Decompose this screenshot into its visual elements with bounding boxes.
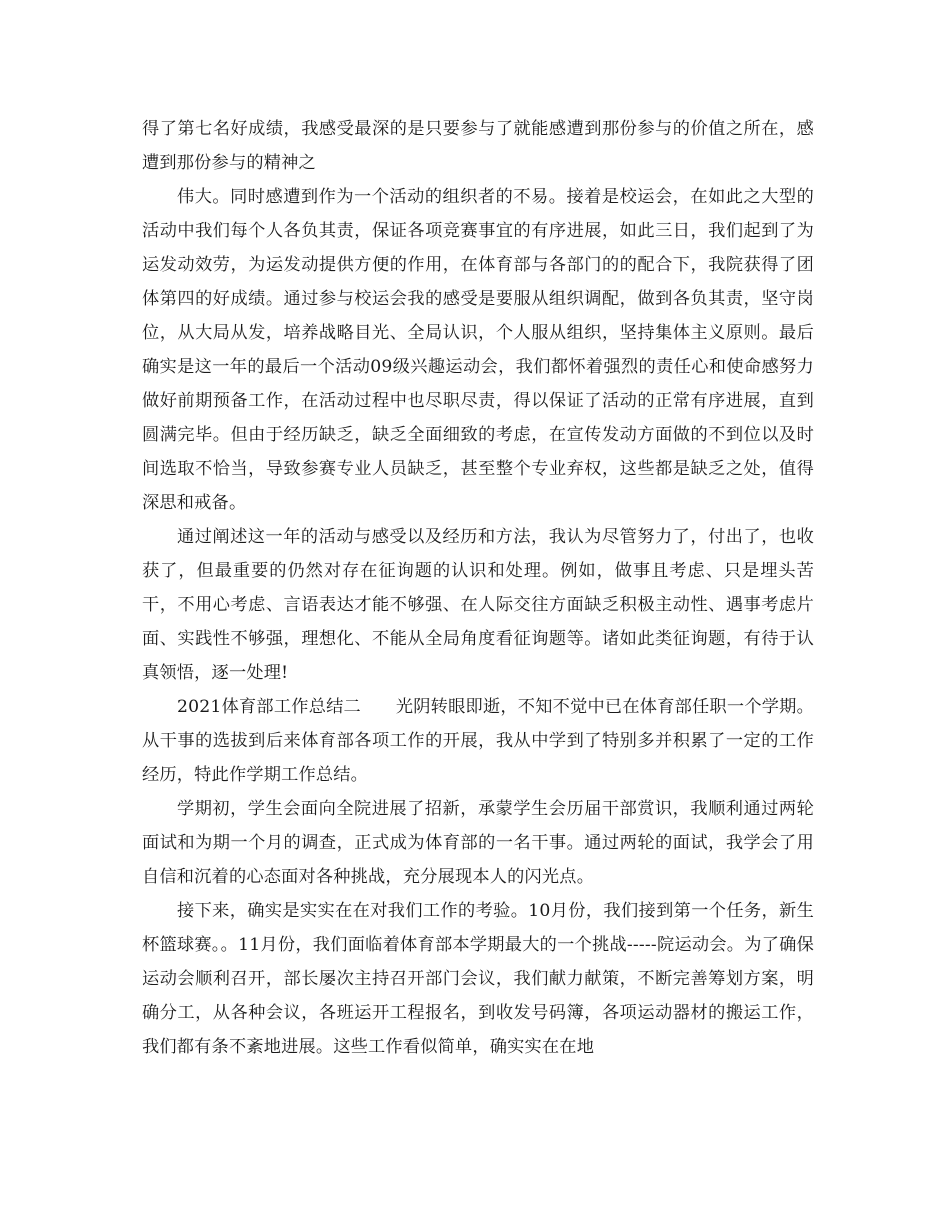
paragraph-3: 通过阐述这一年的活动与感受以及经历和方法，我认为尽管努力了，付出了，也收获了，但最重要的仍然对存在征询题的认识和处理。例如，做事且考虑、只是埋头苦干，不用心考虑、言语表达才能不够强、在人际交往方面缺乏积极主动性、遇事考虑片面、实践性不够强，理想化、不能从全局角度看征询题等。诸如此类征询题，有待于认真领悟，逐一处理! [142, 527, 814, 683]
paragraph-6: 接下来，确实是实实在在对我们工作的考验。10月份，我们接到第一个任务，新生杯篮球赛。。11月份，我们面临着体育部本学期最大的一个挑战-----院运动会。为了确保运动会顺利召开，部长屡次主持召开部门会议，我们献力献策，不断完善筹划方案，明确分工，从各种会议，各班运开工程报名，到收发号码簿，各项运动器材的搬运工作，我们都有条不紊地进展。这些工作看似简单，确实实在在地 [142, 901, 814, 1057]
paragraph-1: 得了第七名好成绩，我感受最深的是只要参与了就能感遭到那份参与的价值之所在，感遭到那份参与的精神之 [142, 119, 814, 173]
paragraph-5: 学期初，学生会面向全院进展了招新，承蒙学生会历届干部赏识，我顺利通过两轮面试和为期一个月的调查，正式成为体育部的一名干事。通过两轮的面试，我学会了用自信和沉着的心态面对各种挑战，充分展现本人的闪光点。 [142, 799, 814, 887]
document-page [142, 112, 814, 1064]
paragraph-4: 2021体育部工作总结二 光阴转眼即逝，不知不觉中已在体育部任职一个学期。从干事的选拔到后来体育部各项工作的开展，我从中学到了特别多并积累了一定的工作经历，特此作学期工作总结。 [142, 697, 814, 785]
paragraph-2: 伟大。同时感遭到作为一个活动的组织者的不易。接着是校运会，在如此之大型的活动中我们每个人各负其责，保证各项竞赛事宜的有序进展，如此三日，我们起到了为运发动效劳，为运发动提供方便的作用，在体育部与各部门的的配合下，我院获得了团体第四的好成绩。通过参与校运会我的感受是要服从组织调配，做到各负其责，坚守岗位，从大局从发，培养战略目光、全局认识，个人服从组织，坚持集体主义原则。最后确实是这一年的最后一个活动09级兴趣运动会，我们都怀着强烈的责任心和使命感努力做好前期预备工作，在活动过程中也尽职尽责，得以保证了活动的正常有序进展，直到圆满完毕。但由于经历缺乏，缺乏全面细致的考虑，在宣传发动方面做的不到位以及时间选取不恰当，导致参赛专业人员缺乏，甚至整个专业弃权，这些都是缺乏之处，值得深思和戒备。 [142, 187, 814, 513]
